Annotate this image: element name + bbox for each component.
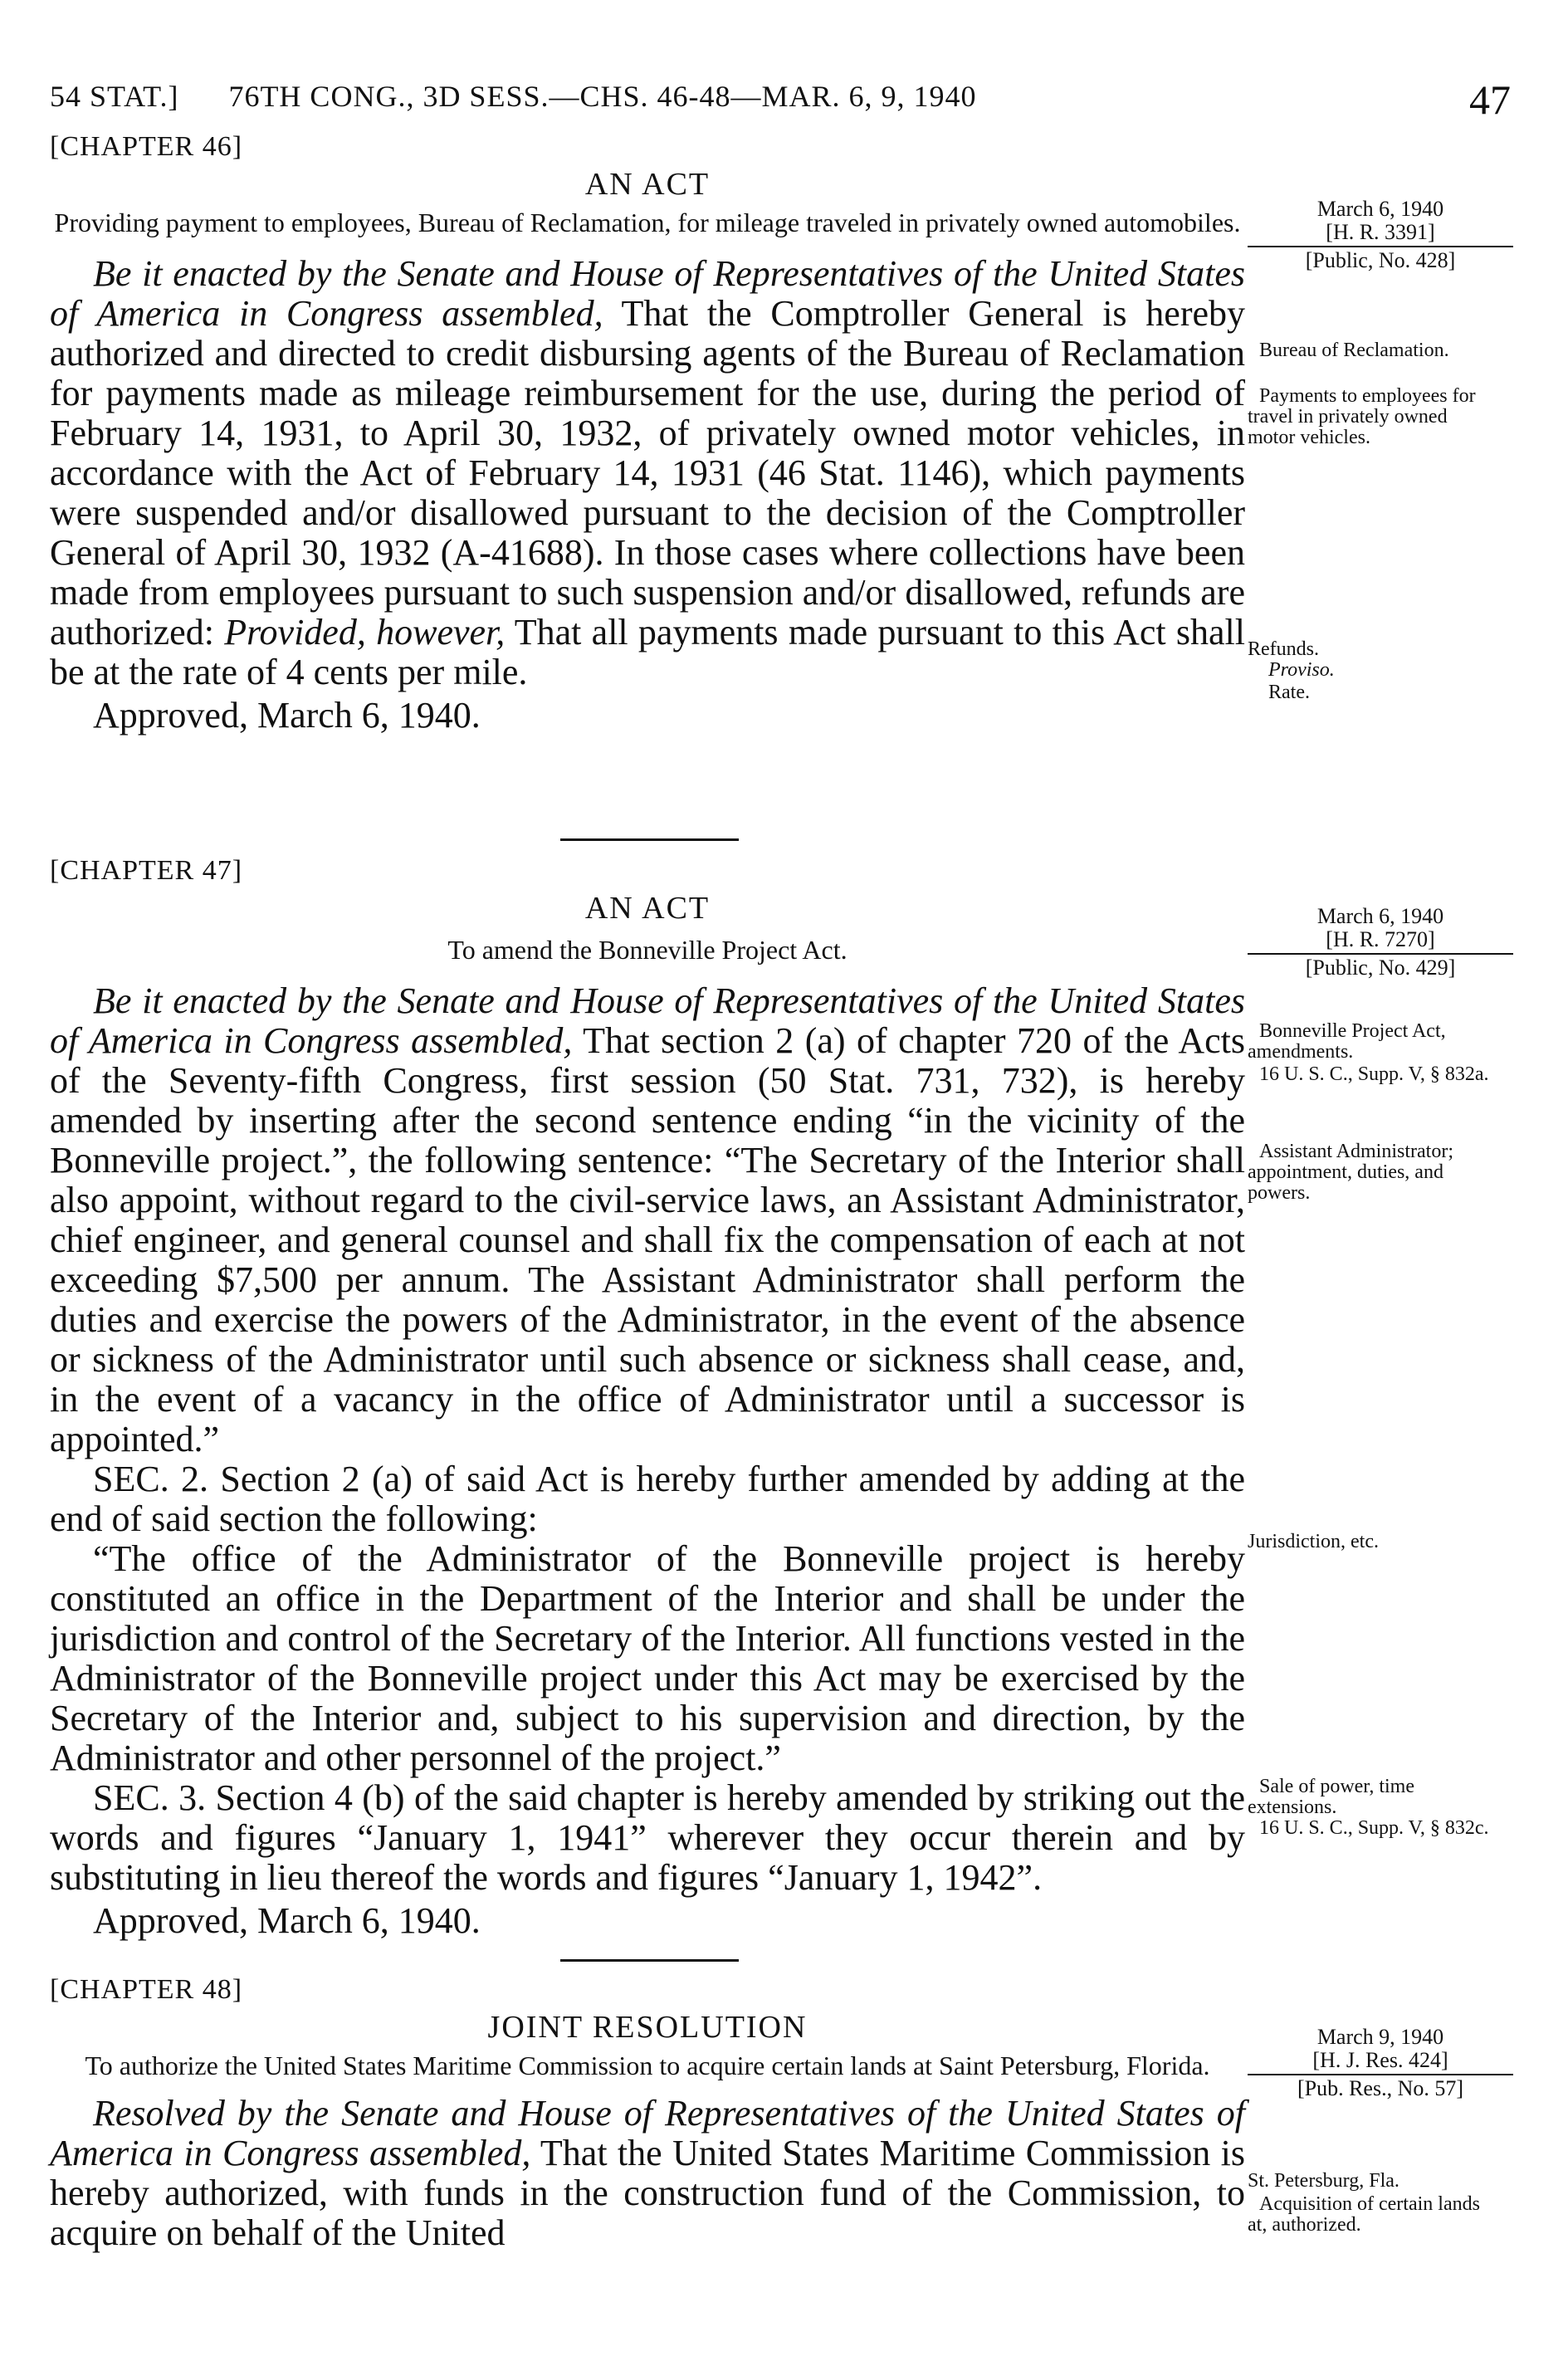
margin-bill: [H. R. 3391] — [1326, 220, 1435, 244]
margin-note-payments: Payments to employees for travel in privately owned motor vehicles. — [1248, 385, 1476, 448]
chapter-47-label: [CHAPTER 47] — [50, 855, 243, 886]
chapter-48-text-1: That the United States Maritime Commission is hereby authorized, with funds in the construction fund of the Commission, to acquire on behalf of the United — [50, 2133, 1245, 2253]
margin-note-sale: Sale of power, time extensions. — [1248, 1776, 1414, 1818]
chapter-47-quoted-amendment: “The office of the Administrator of the Bonneville project is hereby constituted an office in the Department of the Interior and shall be under the jurisdiction and control of the Secretary of the Interior. All functions vested in the Administrator of the Bonneville project under this Act may be exercised by the Secretary of the Interior and, subject to his supervision and direction, by the Administrator and other personnel of the project.” — [50, 1538, 1245, 1778]
margin-rule — [1248, 953, 1513, 955]
chapter-48-body — [50, 2094, 1245, 2253]
margin-bill: [H. J. Res. 424] — [1312, 2048, 1448, 2072]
margin-note-bonneville: Bonneville Project Act, amendments. — [1248, 1020, 1446, 1063]
separator-rule — [560, 1959, 739, 1962]
chapter-48-margin-citation — [1248, 2026, 1513, 2100]
margin-note-acquisition: Acquisition of certain lands at, authorized. — [1248, 2193, 1480, 2236]
chapter-46-act-title: AN ACT — [584, 167, 711, 202]
chapter-47-section-2: SEC. 2. Section 2 (a) of said Act is hereby further amended by adding at the end of said section the following: — [50, 1459, 1245, 1539]
chapter-46-label: [CHAPTER 46] — [50, 131, 243, 162]
chapter-47-text-1: That section 2 (a) of chapter 720 of the Acts of the Seventy-fifth Congress, first session (50 Stat. 731, 732), is hereby amended by inserting after the second sentence ending “in the vicinity of the Bonneville project.”, the following sentence: “The Secretary of the Interior shall also appoint, without regard to the civil-service laws, an Assistant Administrator, chief engineer, and general counsel and shall fix the compensation of each at not exceeding $7,500 per annum. The Assistant Administrator shall perform the duties and exercise the powers of the Administrator, in the event of the absence or sickness of the Administrator until such absence or sickness shall cease, and, in the event of a vacancy in the office of Administrator until a successor is appointed.” — [50, 1020, 1245, 1459]
chapter-47-margin-citation — [1248, 905, 1513, 980]
chapter-47-section-1 — [50, 981, 1245, 1459]
proviso-clause: Provided, however, — [224, 612, 506, 653]
running-header — [50, 76, 1511, 129]
chapter-46 — [50, 131, 1245, 736]
chapter-47-approved: Approved, March 6, 1940. — [93, 1900, 481, 1941]
chapter-47 — [50, 855, 1245, 1941]
separator-rule — [560, 838, 739, 841]
chapter-46-margin-citation — [1248, 198, 1513, 272]
chapter-47-section-3: SEC. 3. Section 4 (b) of the said chapter is hereby amended by striking out the words and figures “January 1, 1941” wherever they occur therein and by substituting in lieu thereof the words and figures “January 1, 1942”. — [50, 1777, 1245, 1898]
margin-public-law: [Public, No. 428] — [1305, 248, 1456, 272]
chapter-46-approved: Approved, March 6, 1940. — [93, 695, 481, 736]
margin-date: March 6, 1940 — [1316, 197, 1444, 221]
margin-public-law: [Pub. Res., No. 57] — [1297, 2076, 1464, 2100]
margin-rule — [1248, 246, 1513, 247]
chapter-46-subtitle: Providing payment to employees, Bureau of Reclamation, for mileage traveled in privately owned automobiles. — [54, 208, 1241, 237]
enacting-clause: Be it enacted by the Senate and House of Representatives of the United States of America in Congress assembled, — [50, 253, 1245, 334]
margin-note-proviso: Proviso. — [1268, 659, 1335, 681]
margin-note-jurisdiction: Jurisdiction, etc. — [1248, 1531, 1379, 1552]
chapter-48-subtitle: To authorize the United States Maritime Commission to acquire certain lands at Saint Petersburg, Florida. — [85, 2051, 1210, 2080]
resolving-clause: Resolved by the Senate and House of Representatives of the United States of America in Congress assembled, — [50, 2093, 1245, 2173]
page-number: 47 — [1469, 76, 1511, 123]
margin-note-rate: Rate. — [1268, 682, 1310, 703]
margin-note-assistant: Assistant Administrator; appointment, duties, and powers. — [1248, 1141, 1453, 1204]
margin-note-bonneville-cite: 16 U. S. C., Supp. V, § 832a. — [1259, 1063, 1489, 1085]
chapter-46-paragraph — [50, 254, 1245, 692]
margin-date: March 9, 1940 — [1316, 2025, 1444, 2049]
chapter-46-text-1: That the Comptroller General is hereby authorized and directed to credit disbursing agents of the Bureau of Reclamation for payments made as mileage reimbursement for the use, during the period of February 14, 1931, to April 30, 1932, of privately owned motor vehicles, in accordance with the Act of February 14, 1931 (46 Stat. 1146), which payments were suspended and/or disallowed pursuant to the decision of the Comptroller General of April 30, 1932 (A-41688). In those cases where collections have been made from employees pursuant to such suspension and/or disallowed, refunds are authorized: — [50, 293, 1245, 653]
margin-rule — [1248, 2074, 1513, 2075]
margin-note-bureau: Bureau of Reclamation. — [1259, 340, 1449, 361]
chapter-48 — [50, 1974, 1245, 2253]
chapter-48-label: [CHAPTER 48] — [50, 1974, 243, 2005]
margin-date: March 6, 1940 — [1316, 904, 1444, 928]
margin-note-refunds: Refunds. — [1248, 638, 1319, 660]
chapter-47-body — [50, 981, 1245, 1941]
margin-public-law: [Public, No. 429] — [1305, 956, 1456, 980]
margin-bill: [H. R. 7270] — [1326, 927, 1435, 951]
chapter-48-paragraph — [50, 2094, 1245, 2253]
chapter-46-body — [50, 254, 1245, 736]
enacting-clause: Be it enacted by the Senate and House of Representatives of the United States of America in Congress assembled, — [50, 980, 1245, 1061]
header-citation: 54 STAT.] 76TH CONG., 3D SESS.—CHS. 46-48—MAR. 6, 9, 1940 — [50, 80, 977, 113]
chapter-47-act-title: AN ACT — [584, 891, 711, 926]
chapter-48-resolution-title: JOINT RESOLUTION — [487, 2010, 808, 2045]
chapter-46-text-2: That all payments made pursuant to this Act shall be at the rate of 4 cents per mile. — [50, 612, 1245, 692]
margin-note-st-petersburg: St. Petersburg, Fla. — [1248, 2170, 1399, 2192]
margin-note-sale-cite: 16 U. S. C., Supp. V, § 832c. — [1259, 1817, 1489, 1839]
chapter-47-subtitle: To amend the Bonneville Project Act. — [447, 935, 848, 965]
